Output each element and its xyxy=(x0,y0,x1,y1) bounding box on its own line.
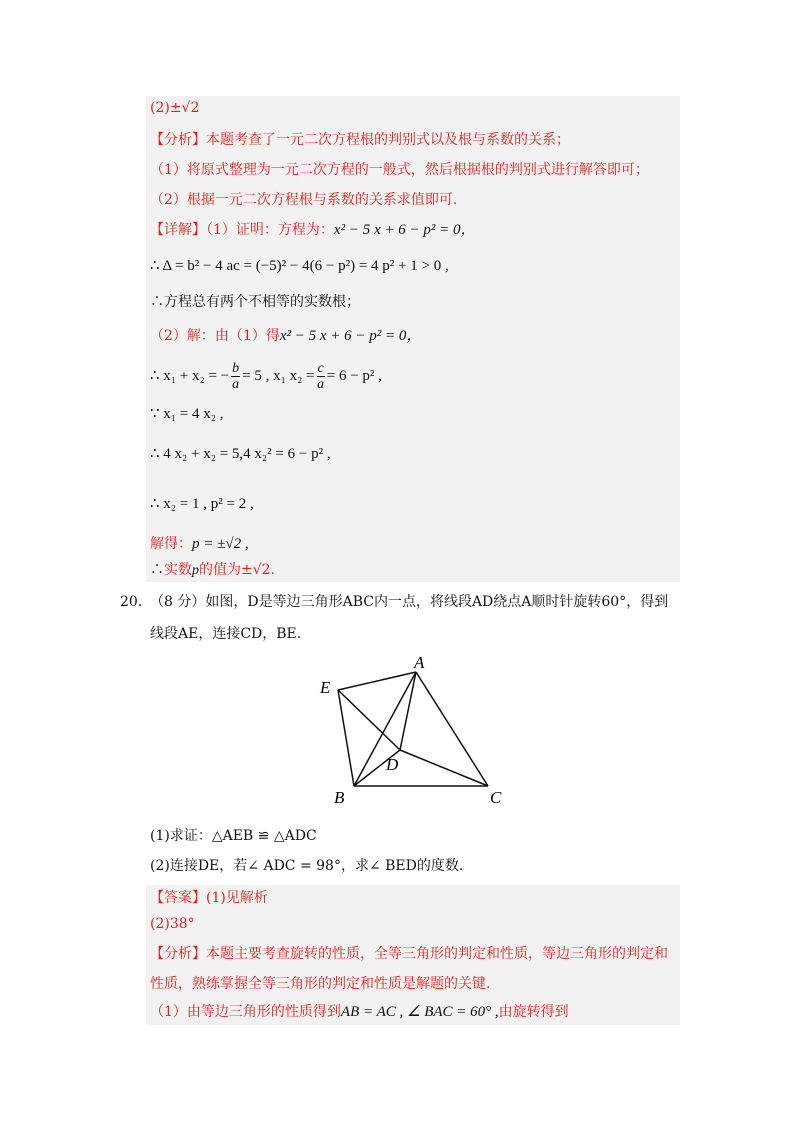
vieta-line xyxy=(150,360,382,392)
segment-CD xyxy=(400,750,488,786)
segment-EB xyxy=(338,690,354,786)
solve-prefix: 解得： xyxy=(150,536,192,552)
vieta-rest: = 6 − p² , xyxy=(326,368,382,384)
answer-line xyxy=(150,888,268,908)
segment-AC xyxy=(416,672,488,786)
label-D: D xyxy=(386,755,399,774)
analysis-bottom-prefix: （1）由等边三角形的性质得到 xyxy=(150,1004,341,1020)
part2-prefix: （2）解：由（1）得 xyxy=(150,328,280,344)
question-part2: (2)连接DE，若∠ ADC = 98°，求∠ BED的度数. xyxy=(150,858,464,874)
final-line xyxy=(150,560,275,581)
detail-prefix: 【详解】（1）证明：方程为： xyxy=(150,222,334,238)
fraction-c-over-a: $\frac{c}{a}$ xyxy=(317,361,325,393)
solve-line xyxy=(150,534,249,554)
fraction-b-over-a: $\frac{b}{a}$ xyxy=(232,361,240,393)
conclusion-line: ∴方程总有两个不相等的实数根； xyxy=(150,294,360,310)
segment-AD xyxy=(400,672,416,750)
question-line-1: （8 分）如图，D是等边三角形ABC内一点，将线段AD绕点A顺时针旋转60°，得到 xyxy=(150,594,669,610)
part2-line xyxy=(150,326,421,346)
therefore-symbol: ∴ xyxy=(150,562,164,578)
vieta-product: = 5 , x₁ x₂ = xyxy=(242,368,315,384)
analysis-bottom-2: 性质，熟练掌握全等三角形的判定和性质是解题的关键. xyxy=(150,976,491,992)
analysis-step2: （2）根据一元二次方程根与系数的关系求值即可. xyxy=(150,192,458,208)
equation: x² − 5 x + 6 − p² = 0， xyxy=(333,222,476,238)
analysis-bottom-3 xyxy=(150,1002,569,1022)
label-C: C xyxy=(490,788,502,807)
final-text: 实数 xyxy=(164,562,192,578)
label-B: B xyxy=(334,788,345,807)
analysis-step1: （1）将原式整理为一元二次方程的一般式，然后根据根的判别式进行解答即可； xyxy=(150,162,649,178)
solve-math: p = ±√2 , xyxy=(192,536,249,552)
label-E: E xyxy=(320,678,331,697)
result-line: ∴ x₂ = 1 , p² = 2 , xyxy=(150,496,254,512)
answer-part2-angle: (2)38° xyxy=(150,916,195,932)
final-var: p xyxy=(192,563,199,578)
answer-prefix: 【答案】 xyxy=(150,890,206,906)
vieta-sum: ∴ x₁ + x₂ = − xyxy=(150,368,230,384)
discriminant-line: ∴ Δ = b² − 4 ac = (−5)² − 4(6 − p²) = 4 p² + 1 > 0 , xyxy=(150,258,449,274)
detail-line-1 xyxy=(150,220,475,240)
analysis-line: 【分析】本题考查了一元二次方程根的判别式以及根与系数的关系； xyxy=(150,132,570,148)
segment-ED xyxy=(338,690,400,750)
answer-part2: (2)±√2 xyxy=(150,100,200,116)
question-line-2: 线段AE，连接CD，BE. xyxy=(150,626,302,642)
answer-part1: (1)见解析 xyxy=(206,890,268,906)
question-part1: (1)求证：△AEB ≌ △ADC xyxy=(150,828,317,844)
analysis-bottom-suffix: 由旋转得到 xyxy=(498,1004,569,1020)
given-line: ∵ x₁ = 4 x₂ , xyxy=(150,406,224,422)
segment-AE xyxy=(338,672,416,690)
final-value: 的值为±√2. xyxy=(199,562,276,578)
equation-2: x² − 5 x + 6 − p² = 0， xyxy=(279,328,422,344)
label-A: A xyxy=(414,653,425,672)
segment-AB xyxy=(354,672,416,786)
question-number: 20. xyxy=(120,594,143,610)
analysis-bottom-1: 【分析】本题主要考查旋转的性质，全等三角形的判定和性质，等边三角形的判定和 xyxy=(150,946,668,962)
analysis-bottom-math: AB = AC , ∠ BAC = 60° , xyxy=(340,1004,499,1020)
segment-BD xyxy=(354,750,400,786)
substitution-line: ∴ 4 x₂ + x₂ = 5,4 x₂² = 6 − p² , xyxy=(150,446,331,462)
